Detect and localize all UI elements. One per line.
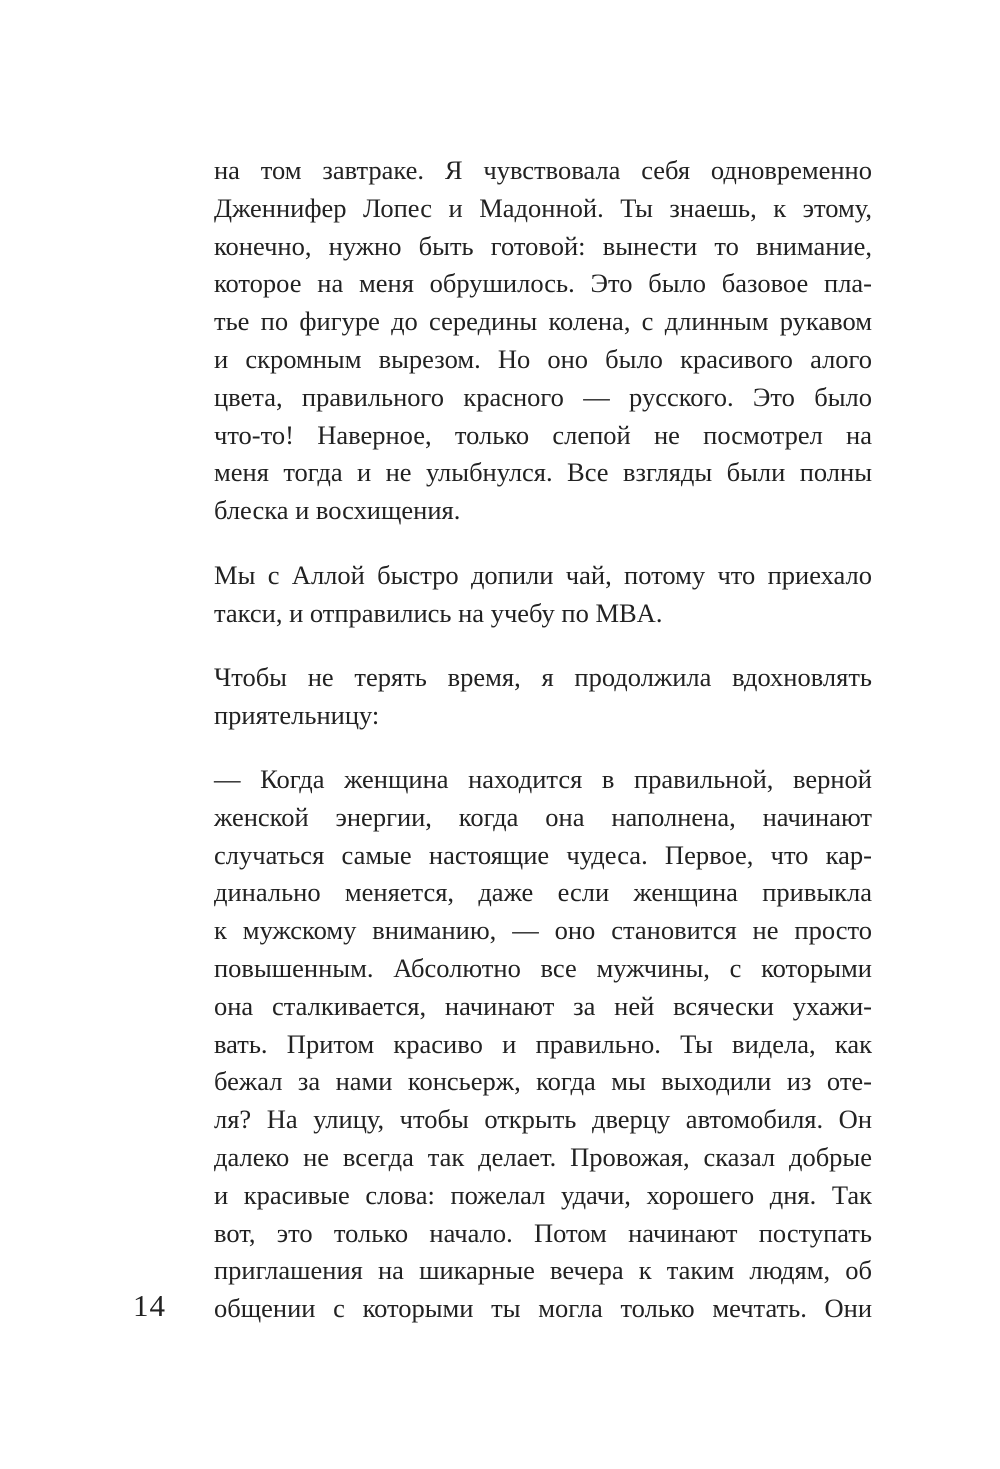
paragraph-2 (214, 557, 872, 633)
page-number: 14 (133, 1288, 166, 1323)
paragraph-1 (214, 152, 872, 530)
text-line: общении с которыми ты могла только мечтать. Они (214, 1293, 872, 1324)
text-line: которое на меня обрушилось. Это было базовое пла- (214, 268, 872, 299)
text-line: далеко не всегда так делает. Провожая, сказал добрые (214, 1141, 872, 1172)
text-line: повышенным. Абсолютно все мужчины, с которыми (214, 952, 872, 983)
text-line: что-то! Наверное, только слепой не посмотрел на (214, 419, 872, 450)
text-line: меня тогда и не улыбнулся. Все взгляды были полны (214, 457, 872, 488)
text-line: она сталкивается, начинают за ней всячески ухажи- (214, 990, 872, 1021)
text-line: вот, это только начало. Потом начинают поступать (214, 1217, 872, 1248)
text-line: блеска и восхищения. (214, 495, 461, 526)
text-line: женской энергии, когда она наполнена, начинают (214, 801, 872, 832)
text-line: конечно, нужно быть готовой: вынести то внимание, (214, 230, 872, 261)
text-line: Чтобы не терять время, я продолжила вдохновлять (214, 662, 872, 692)
text-line: случаться самые настоящие чудеса. Первое, что кар- (214, 839, 872, 870)
text-line: приглашения на шикарные вечера к таким людям, об (214, 1255, 872, 1286)
text-line: динально меняется, даже если женщина привыкла (214, 877, 872, 908)
text-line: тье по фигуре до середины колена, с длинным рукавом (214, 306, 872, 337)
text-line: ля? На улицу, чтобы открыть дверцу автомобиля. Он (214, 1104, 872, 1135)
text-line: бежал за нами консьерж, когда мы выходили из оте- (214, 1066, 872, 1097)
text-line: к мужскому вниманию, — оно становится не просто (214, 915, 872, 946)
text-line: такси, и отправились на учебу по MBA. (214, 597, 663, 628)
text-line: цвета, правильного красного — русского. Это было (214, 381, 872, 412)
text-line: вать. Притом красиво и правильно. Ты видела, как (214, 1028, 872, 1059)
paragraph-3 (214, 659, 872, 735)
text-line: Мы с Аллой быстро допили чай, потому что приехало (214, 560, 872, 590)
text-line: и скромным вырезом. Но оно было красивого алого (214, 343, 872, 374)
text-line: Дженнифер Лопес и Мадонной. Ты знаешь, к этому, (214, 192, 872, 223)
text-line: приятельницу: (214, 699, 380, 730)
paragraph-4 (214, 761, 872, 1328)
text-line: — Когда женщина находится в правильной, верной (214, 764, 872, 794)
text-line: на том завтраке. Я чувствовала себя одновременно (214, 155, 872, 185)
text-line: и красивые слова: пожелал удачи, хорошего дня. Так (214, 1179, 872, 1210)
